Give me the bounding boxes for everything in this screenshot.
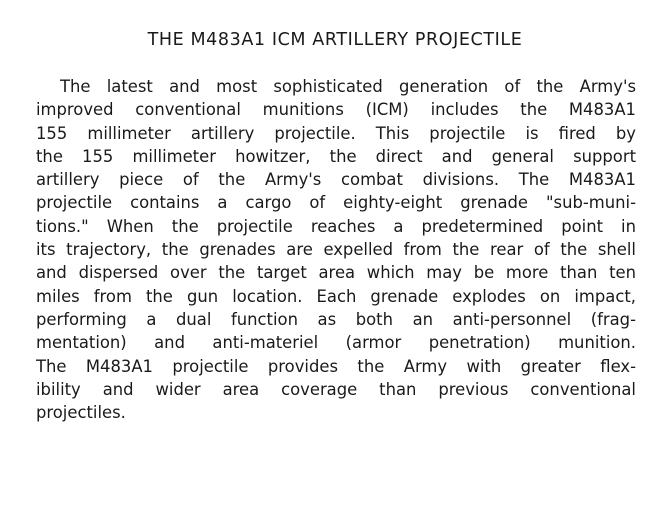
document-title: THE M483A1 ICM ARTILLERY PROJECTILE (147, 30, 523, 50)
paragraph-line: artillery piece of the Army's combat divisions. The M483A1 (36, 170, 636, 190)
paragraph-line: The M483A1 projectile provides the Army with greater flex- (36, 356, 636, 376)
body-paragraph (36, 75, 636, 424)
paragraph-line: mentation) and anti-materiel (armor penetration) munition. (36, 333, 636, 353)
paragraph-line: improved conventional munitions (ICM) includes the M483A1 (36, 100, 636, 120)
paragraph-line: performing a dual function as both an anti-personnel (frag- (36, 309, 636, 329)
paragraph-line: projectile contains a cargo of eighty-eight grenade "sub-muni- (36, 193, 636, 213)
paragraph-line: miles from the gun location. Each grenade explodes on impact, (36, 286, 636, 306)
paragraph-line: tions." When the projectile reaches a predetermined point in (36, 216, 636, 236)
paragraph-line: and dispersed over the target area which may be more than ten (36, 263, 636, 283)
paragraph-line: projectiles. (36, 403, 126, 423)
paragraph-line: ibility and wider area coverage than previous conventional (36, 379, 636, 399)
paragraph-line: the 155 millimeter howitzer, the direct and general support (36, 146, 636, 166)
paragraph-line: its trajectory, the grenades are expelled from the rear of the shell (36, 240, 636, 260)
paragraph-line: 155 millimeter artillery projectile. This projectile is fired by (36, 123, 636, 143)
paragraph-line: The latest and most sophisticated generation of the Army's (60, 77, 636, 96)
